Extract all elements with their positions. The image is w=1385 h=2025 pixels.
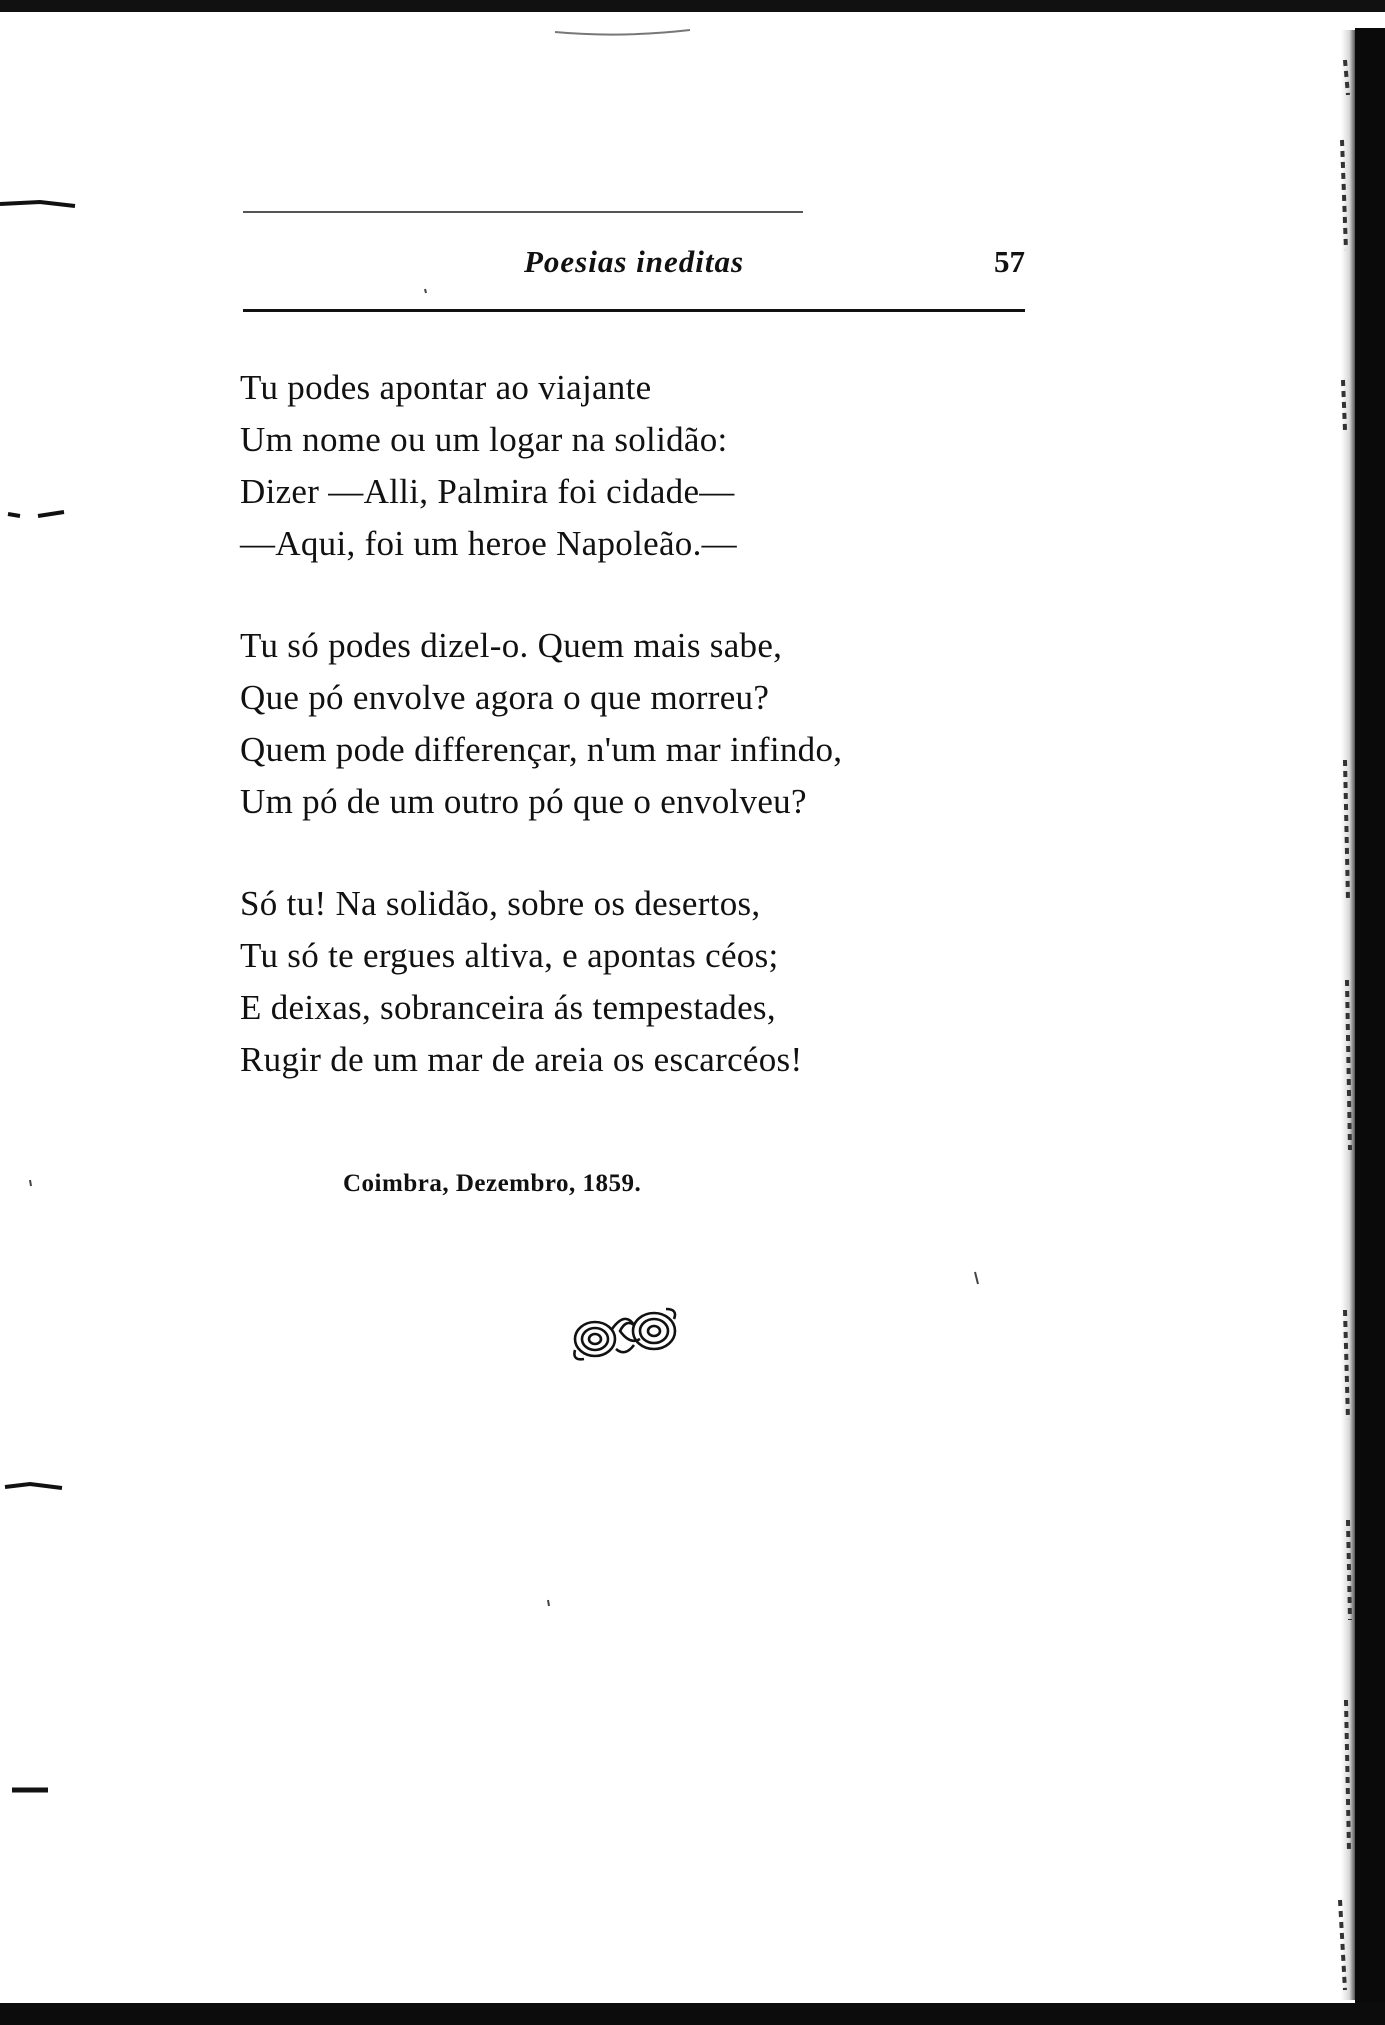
poem-line: Rugir de um mar de areia os escarcéos! (240, 1040, 803, 1079)
poem-line: Quem pode differençar, n'um mar infindo, (240, 730, 843, 769)
page-number: 57 (994, 244, 1025, 279)
stanza (240, 620, 980, 828)
running-head (243, 244, 1025, 284)
place-date-signature: Coimbra, Dezembro, 1859. (343, 1170, 642, 1197)
poem-line: Um pó de um outro pó que o envolveu? (240, 782, 807, 821)
poem-line: Dizer —Alli, Palmira foi cidade— (240, 472, 735, 511)
header-top-rule (243, 211, 803, 213)
poem-line: Tu só podes dizel-o. Quem mais sabe, (240, 626, 783, 665)
scroll-ornament-icon (570, 1305, 680, 1363)
poem-line: —Aqui, foi um heroe Napoleão.— (240, 524, 737, 563)
poem-line: Só tu! Na solidão, sobre os desertos, (240, 884, 761, 923)
running-title: Poesias ineditas (523, 244, 745, 279)
poem-line: E deixas, sobranceira ás tempestades, (240, 988, 776, 1027)
poem (240, 362, 980, 1136)
poem-line: Um nome ou um logar na solidão: (240, 420, 728, 459)
poem-line: Tu podes apontar ao viajante (240, 368, 652, 407)
stanza (240, 878, 980, 1086)
header-rule (243, 309, 1025, 312)
stanza (240, 362, 980, 570)
poem-line: Que pó envolve agora o que morreu? (240, 678, 770, 717)
poem-line: Tu só te ergues altiva, e apontas céos; (240, 936, 779, 975)
